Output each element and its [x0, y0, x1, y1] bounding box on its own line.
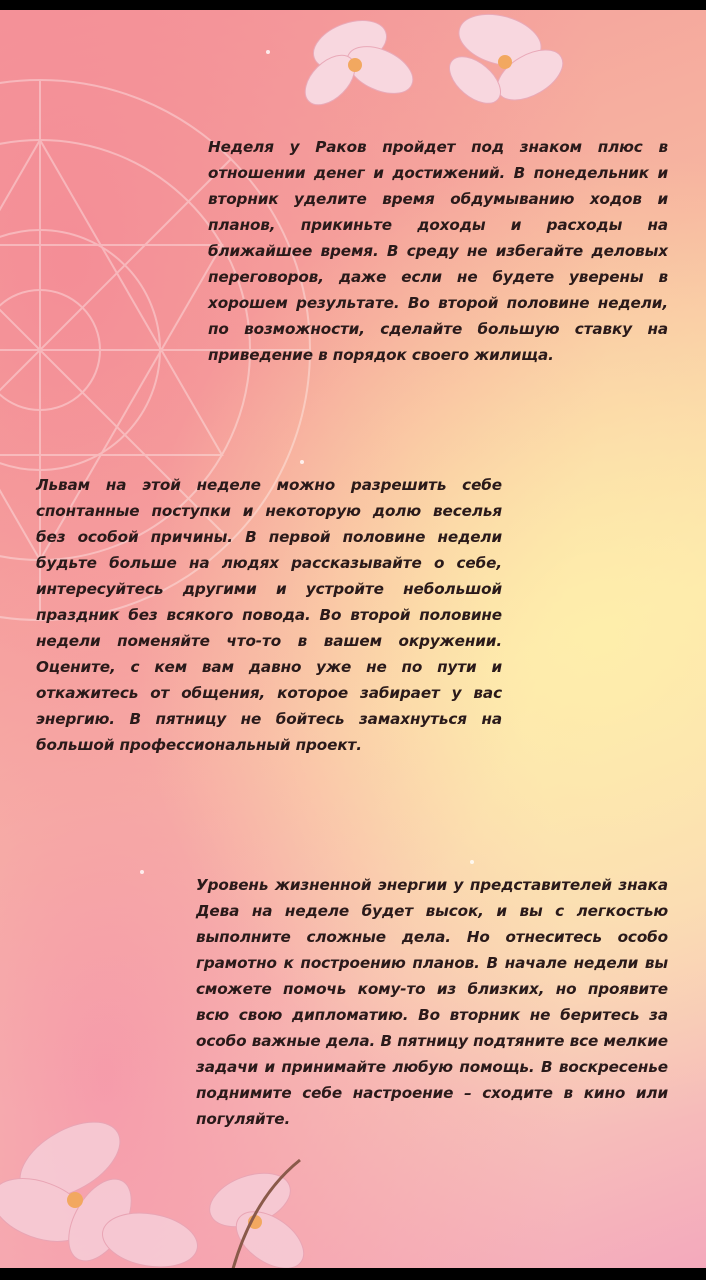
sparkle-icon [470, 860, 474, 864]
horoscope-page [0, 10, 706, 1268]
magnolia-flower-top-icon [290, 10, 610, 130]
sparkle-icon [140, 870, 144, 874]
leo-horoscope-text: Львам на этой неделе можно разрешить себе спонтанные поступки и некоторую долю веселья без особой причины. В первой половине недели будьте больше на людях рассказывайте о себе, интересуйтесь другими и устройте небольшой праздник без всякого повода. Во второй половине недели поменяйте что-то в вашем окружении. Оцените, с кем вам давно уже не по пути и откажитесь от общения, которое забирает у вас энергию. В пятницу не бойтесь замахнуться на большой профессиональный проект. [36, 476, 502, 754]
cancer-horoscope-text: Неделя у Раков пройдет под знаком плюс в отношении денег и достижений. В понедельник и вторник уделите время обдумыванию ходов и планов, прикиньте доходы и расходы на ближайшее время. В среду не избегайте деловых переговоров, даже если не будете уверены в хорошем результате. Во второй половине недели, по возможности, сделайте большую ставку на приведение в порядок своего жилища. [208, 138, 668, 364]
sparkle-icon [300, 460, 304, 464]
virgo-horoscope-text: Уровень жизненной энергии у представителей знака Дева на неделе будет высок, и вы с легкостью выполните сложные дела. Но отнеситесь особо грамотно к построению планов. В начале недели вы сможете помочь кому-то из близких, но проявите всю свою дипломатию. Во вторник не беритесь за особо важные дела. В пятницу подтяните все мелкие задачи и принимайте любую помощь. В воскресенье поднимите себе настроение – сходите в кино или погуляйте. [196, 876, 668, 1128]
sparkle-icon [266, 50, 270, 54]
